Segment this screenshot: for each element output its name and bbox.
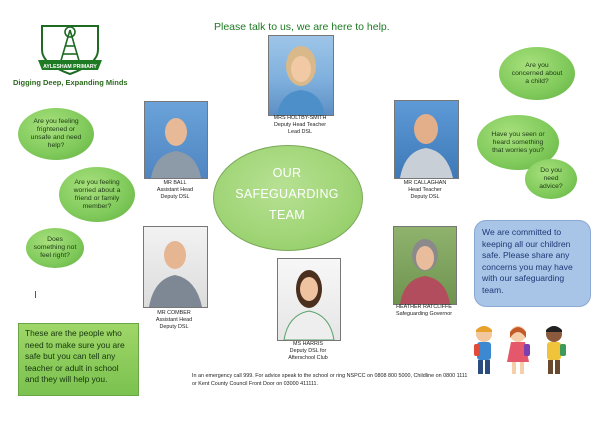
emergency-info: In an emergency call 999. For advice speak to the school or ring NSPCC on 0808 800 5000, Childline on 0800 1111 or Kent County Council Front Door on 03000 411111. (192, 373, 468, 387)
staff-role: Afterschool Club (288, 355, 328, 361)
child-figure (546, 326, 566, 374)
caption-ratcliffe (380, 304, 468, 318)
bubble-text: Does something not feel right? (33, 236, 77, 259)
staff-role: Assistant Head (155, 317, 193, 323)
bubble-text: Have you seen or heard something that worries you? (491, 130, 545, 154)
school-motto: Digging Deep, Expanding Minds (13, 78, 128, 87)
photo-harris (277, 258, 341, 341)
bubble-text: Do you need advice? (539, 167, 563, 190)
cartoon-children-illustration (466, 322, 576, 382)
staff-name: MR BALL (163, 180, 187, 186)
staff-role: Lead DSL (288, 129, 312, 135)
staff-role: Head Teacher (408, 187, 442, 193)
speech-bubble (499, 47, 575, 100)
caption-callaghan (387, 180, 463, 201)
caption-ball (137, 180, 213, 201)
child-figure (474, 326, 492, 374)
bubble-text: Are you feeling frightened or unsafe and need help? (30, 118, 82, 149)
speech-bubble (26, 228, 84, 268)
center-title-line: TEAM (269, 208, 305, 222)
photo-callaghan (394, 100, 459, 179)
staff-role: Assistant Head (156, 187, 194, 193)
center-title-line: OUR (272, 166, 302, 180)
photo-ball (144, 101, 208, 179)
staff-name: MR CALLAGHAN (403, 180, 447, 186)
child-figure (507, 326, 530, 374)
speech-bubble (18, 108, 94, 160)
speech-bubble (59, 167, 135, 222)
commitment-box: We are committed to keeping all our children safe. Please share any concerns you may have with our safeguarding team. (474, 220, 591, 307)
staff-role: Deputy DSL for (289, 348, 327, 354)
bubble-text: Are you concerned about a child? (511, 61, 563, 85)
school-name: AYLESHAM PRIMARY (43, 64, 97, 70)
staff-name: MR COMBER (157, 310, 191, 316)
staff-name: HEATHER RATCLIFFE (396, 304, 452, 310)
text-cursor (35, 291, 36, 298)
staff-name: MS HARRIS (293, 341, 323, 347)
center-title-line: SAFEGUARDING (235, 187, 339, 201)
bubble-text: Are you feeling worried about a friend or family member? (73, 178, 121, 210)
children-note-box: These are the people who need to make sure you are safe but you can tell any teacher or adult in school and they will help you. (18, 323, 139, 396)
photo-comber (143, 226, 208, 308)
staff-name: MRS HOLTBY-SMITH (273, 115, 327, 121)
staff-role: Deputy DSL (160, 194, 190, 200)
caption-harris (270, 341, 346, 362)
staff-role: Safeguarding Governor (395, 311, 453, 317)
speech-bubble (525, 159, 577, 199)
caption-comber (136, 310, 212, 331)
caption-holtby-smith (262, 115, 338, 136)
staff-role: Deputy Head Teacher (273, 122, 327, 128)
headline: Please talk to us, we are here to help. (214, 21, 390, 33)
staff-role: Deputy DSL (159, 324, 189, 330)
photo-holtby-smith (268, 35, 334, 116)
center-title (213, 163, 361, 226)
school-logo (34, 20, 106, 82)
photo-ratcliffe (393, 226, 457, 305)
staff-role: Deputy DSL (410, 194, 440, 200)
